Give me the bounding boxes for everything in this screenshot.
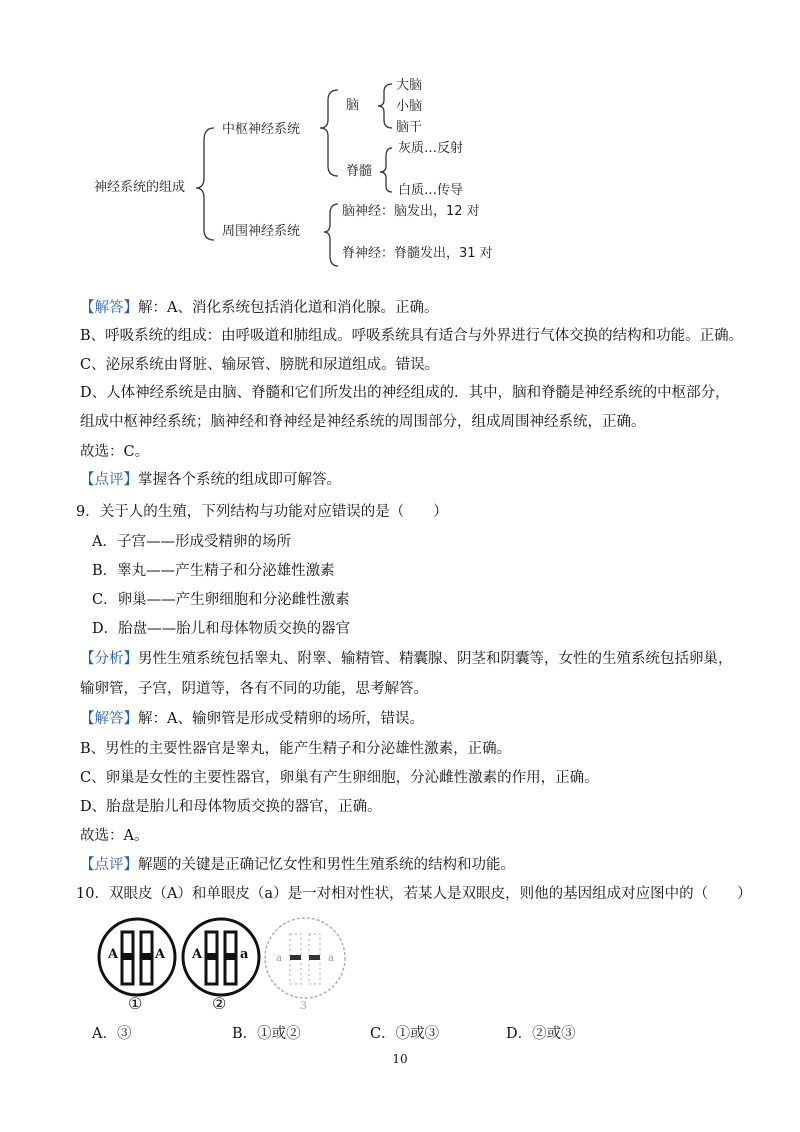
diagram-root: 神经系统的组成 xyxy=(94,180,186,195)
q9-jieda-line xyxy=(80,709,424,729)
q9-dianping-text: 解题的关键是正确记忆女性和男性生殖系统的结构和功能。 xyxy=(138,857,515,873)
jieda-tag: 【解答】 xyxy=(80,711,138,727)
q10-option: D．②或③ xyxy=(506,1026,576,1042)
q10-option: A．③ xyxy=(92,1026,132,1042)
q9-option: C．卵巢——产生卵细胞和分泌雌性激素 xyxy=(92,592,350,608)
allele-label: A xyxy=(192,947,203,962)
q8-line-c: C、泌尿系统由肾脏、输尿管、膀胱和尿道组成。错误。 xyxy=(80,357,440,373)
diagram-brain-part: 小脑 xyxy=(396,99,423,114)
q9-line-c: C、卵巢是女性的主要性器官，卵巢有产生卵细胞，分沁雌性激素的作用，正确。 xyxy=(80,770,599,786)
q9-line-b: B、男性的主要性器官是睾丸，能产生精子和分泌雄性激素，正确。 xyxy=(80,741,512,757)
diagram-pns: 周围神经系统 xyxy=(222,224,301,239)
diagram-brain-part: 大脑 xyxy=(396,78,423,93)
q8-line-d2: 组成中枢神经系统；脑神经和脊神经是神经系统的周围部分，组成周围神经系统，正确。 xyxy=(80,414,646,430)
q9-jieda-text: 解：A、输卵管是形成受精卵的场所，错误。 xyxy=(138,711,424,727)
diagram-spinal-part: 灰质…反射 xyxy=(398,141,464,156)
q9-dianping-line xyxy=(80,855,515,875)
figure-label: 3 xyxy=(300,999,307,1012)
q9-fenxi-line xyxy=(80,649,733,669)
q8-jieda-line xyxy=(80,298,438,318)
allele-label: a xyxy=(276,953,282,964)
jieda-tag: 【解答】 xyxy=(80,300,138,316)
allele-label: A xyxy=(108,947,119,962)
q9-option: D．胎盘——胎儿和母体物质交换的器官 xyxy=(92,621,351,637)
q9-fenxi-text1: 男性生殖系统包括睾丸、附睾、输精管、精囊腺、阴茎和阴囊等，女性的生殖系统包括卵巢， xyxy=(138,651,733,667)
q10-option: C．①或③ xyxy=(370,1026,440,1042)
q9-answer: 故选：A。 xyxy=(80,828,149,844)
figure-label: ② xyxy=(212,994,227,1013)
allele-label: a xyxy=(240,947,249,962)
q10-question: 10．双眼皮（A）和单眼皮（a）是一对相对性状，若某人是双眼皮，则他的基因组成对应图中的（ ） xyxy=(76,886,752,902)
chromosome-figure-3 xyxy=(262,916,348,1002)
q9-option: B．睾丸——产生精子和分泌雄性激素 xyxy=(92,563,335,579)
dianping-tag: 【点评】 xyxy=(80,472,138,488)
allele-label: a xyxy=(328,953,334,964)
q9-line-d: D、胎盘是胎儿和母体物质交换的器官，正确。 xyxy=(80,799,382,815)
q8-answer: 故选：C。 xyxy=(80,444,150,460)
q8-line-d1: D、人体神经系统是由脑、脊髓和它们所发出的神经组成的．其中，脑和脊髓是神经系统的中枢部分， xyxy=(80,385,730,401)
page-number: 10 xyxy=(392,1052,408,1066)
diagram-pns-part: 脑神经：脑发出，12 对 xyxy=(342,204,480,219)
diagram-spinal: 脊髓 xyxy=(346,164,373,179)
q8-dianping-line xyxy=(80,470,341,490)
diagram-cns: 中枢神经系统 xyxy=(222,122,301,137)
allele-label: A xyxy=(155,947,166,962)
diagram-brain: 脑 xyxy=(346,98,360,113)
diagram-braces xyxy=(0,0,800,280)
diagram-brain-part: 脑干 xyxy=(396,120,423,135)
figure-label: ① xyxy=(128,994,143,1013)
fenxi-tag: 【分析】 xyxy=(80,651,138,667)
q8-dianping-text: 掌握各个系统的组成即可解答。 xyxy=(138,472,341,488)
q9-question: 9．关于人的生殖，下列结构与功能对应错误的是（ ） xyxy=(76,504,448,520)
q9-fenxi-text2: 输卵管，子宫，阴道等，各有不同的功能，思考解答。 xyxy=(80,681,428,697)
q10-option: B．①或② xyxy=(232,1026,301,1042)
diagram-spinal-part: 白质…传导 xyxy=(398,183,464,198)
dianping-tag: 【点评】 xyxy=(80,857,138,873)
q8-line-b: B、呼吸系统的组成：由呼吸道和肺组成。呼吸系统具有适合与外界进行气体交换的结构和功能。正确。 xyxy=(80,328,744,344)
diagram-pns-part: 脊神经：脊髓发出，31 对 xyxy=(342,246,493,261)
q9-option: A．子宫——形成受精卵的场所 xyxy=(92,534,291,550)
q8-jieda-text: 解：A、消化系统包括消化道和消化腺。正确。 xyxy=(138,300,439,316)
